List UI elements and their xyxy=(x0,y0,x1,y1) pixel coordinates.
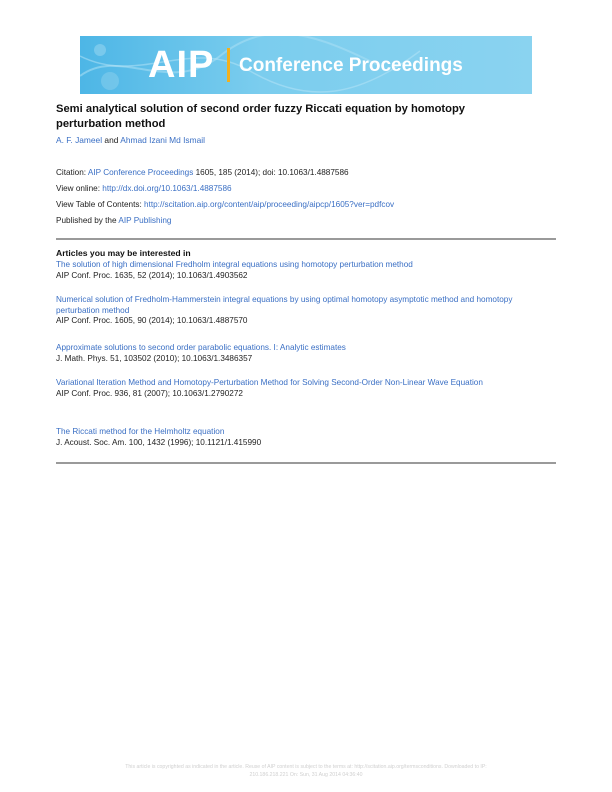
author-link-1[interactable]: A. F. Jameel xyxy=(56,135,103,145)
related-article-title-link[interactable]: The Riccati method for the Helmholtz equation xyxy=(56,427,225,436)
author-link-2[interactable]: Ahmad Izani Md Ismail xyxy=(120,135,205,145)
top-divider xyxy=(56,238,556,240)
toc-label: View Table of Contents: xyxy=(56,200,142,209)
series-name: Conference Proceedings xyxy=(239,55,463,76)
related-article-citation: AIP Conf. Proc. 936, 81 (2007); 10.1063/1.2790272 xyxy=(56,388,243,398)
bottom-divider xyxy=(56,462,556,464)
related-article-citation: AIP Conf. Proc. 1605, 90 (2014); 10.1063/1.4887570 xyxy=(56,316,248,325)
publisher-line xyxy=(56,215,171,226)
related-article xyxy=(56,260,556,281)
paper-title: Semi analytical solution of second order fuzzy Riccati equation by homotopy perturbation method xyxy=(56,103,466,130)
related-article-citation: AIP Conf. Proc. 1635, 52 (2014); 10.1063/1.4903562 xyxy=(56,270,248,280)
footer-line-2: 210.186.218.221 On: Sun, 31 Aug 2014 04:36:40 xyxy=(249,772,363,778)
citation-details: 1605, 185 (2014); doi: 10.1063/1.4887586 xyxy=(195,168,349,177)
logo-separator xyxy=(227,48,230,82)
related-article xyxy=(56,427,556,448)
aip-logo: AIP xyxy=(148,44,215,86)
related-articles-heading: Articles you may be interested in xyxy=(56,248,191,258)
related-article-citation: J. Math. Phys. 51, 103502 (2010); 10.1063/1.3486357 xyxy=(56,353,253,363)
publisher-label: Published by the xyxy=(56,216,117,225)
related-article-citation: J. Acoust. Soc. Am. 100, 1432 (1996); 10.1121/1.415990 xyxy=(56,437,262,447)
footer-line-1: This article is copyrighted as indicated in the article. Reuse of AIP content is subject to the terms at: http://scitation.aip.org/termsconditions. Downloaded to IP: xyxy=(125,764,487,770)
author-conjunction: and xyxy=(104,135,119,145)
view-online-line xyxy=(56,183,232,194)
related-article-title-link[interactable]: The solution of high dimensional Fredholm integral equations using homotopy perturbation method xyxy=(56,260,413,269)
related-article-title-link[interactable]: Numerical solution of Fredholm-Hammerstein integral equations by using optimal homotopy asymptotic method and homotopy perturbation method xyxy=(56,295,513,315)
aip-banner xyxy=(80,36,532,94)
journal-link[interactable]: AIP Conference Proceedings xyxy=(87,168,194,177)
citation-label: Citation: xyxy=(56,168,87,177)
related-article xyxy=(56,295,556,327)
citation-line xyxy=(56,167,349,178)
copyright-footer xyxy=(40,763,572,779)
toc-line xyxy=(56,199,394,210)
related-article xyxy=(56,378,556,399)
related-article-title-link[interactable]: Variational Iteration Method and Homotopy-Perturbation Method for Solving Second-Order Non-Linear Wave Equation xyxy=(56,378,483,387)
publisher-link[interactable]: AIP Publishing xyxy=(118,216,172,225)
author-line xyxy=(56,135,205,145)
related-article xyxy=(56,343,556,364)
view-online-label: View online: xyxy=(56,184,100,193)
related-article-title-link[interactable]: Approximate solutions to second order parabolic equations. I: Analytic estimates xyxy=(56,343,346,352)
doi-link[interactable]: http://dx.doi.org/10.1063/1.4887586 xyxy=(102,184,232,193)
toc-link[interactable]: http://scitation.aip.org/content/aip/proceeding/aipcp/1605?ver=pdfcov xyxy=(144,200,395,209)
